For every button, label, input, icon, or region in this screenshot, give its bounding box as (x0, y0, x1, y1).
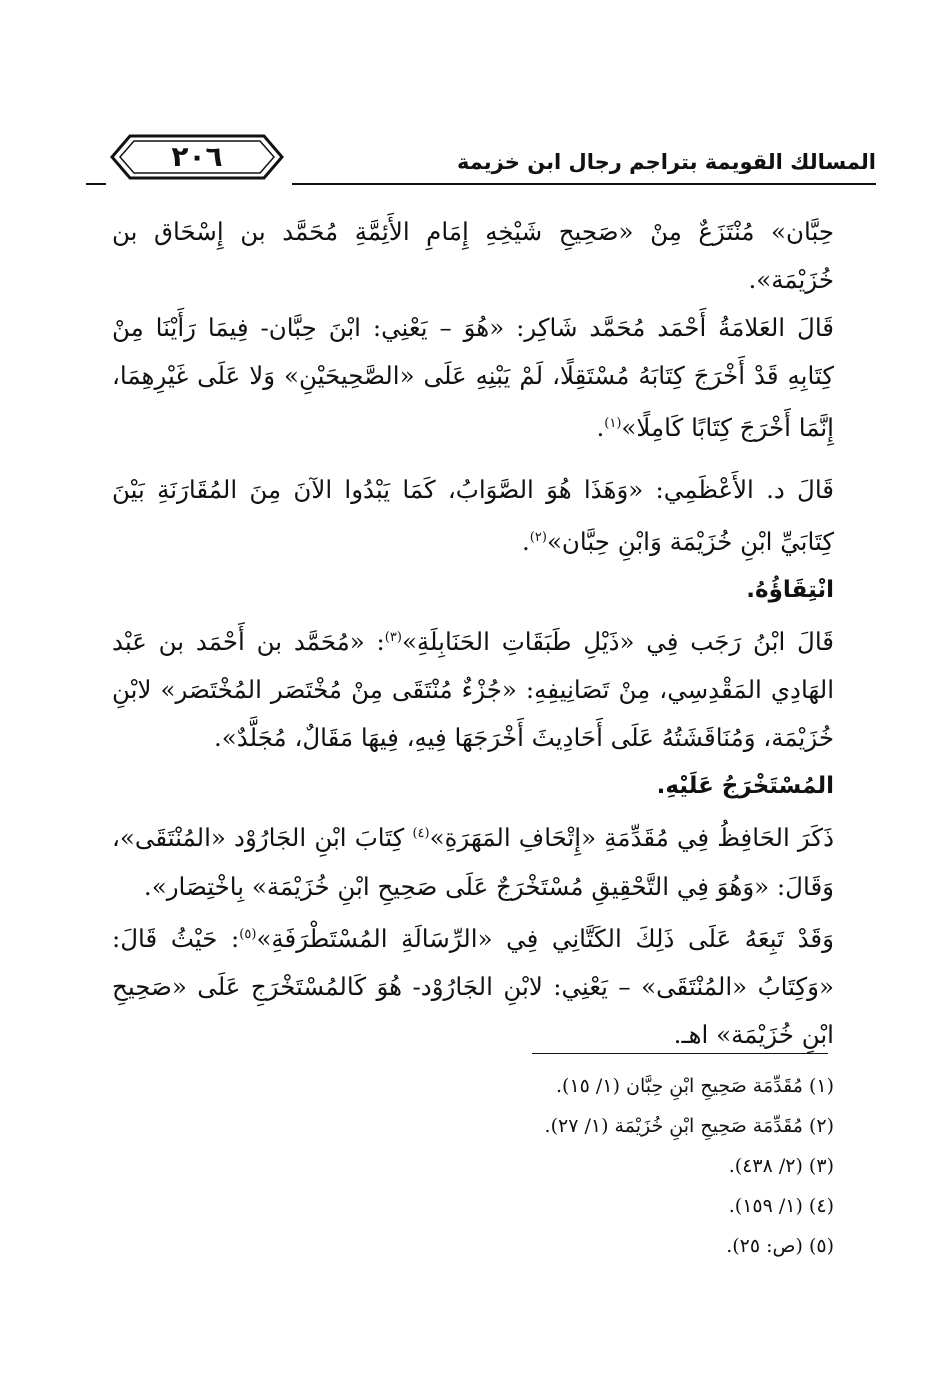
heading-intiqa: انْتِقَاؤُهُ. (746, 577, 834, 604)
running-title: المسالك القويمة بتراجم رجال ابن خزيمة (456, 150, 876, 174)
page-header (86, 128, 876, 190)
header-rule-right (292, 183, 876, 185)
footnote-5: (٥) (ص: ٢٥). (726, 1235, 834, 1257)
paragraph-3: قَالَ د. الأَعْظَمِي: «وَهَذَا هُوَ الصَّوَابُ، كَمَا يَبْدُوا الآنَ مِنَ المُقَارَنَةِ بَيْنَ كِتَابَيِّ ابْنِ خُزَيْمَة وَابْنِ حِبَّان»$^{(٢)}$. (112, 475, 834, 557)
page-number-ornament (102, 132, 292, 182)
paragraph-5: ذَكَرَ الحَافِظُ فِي مُقَدِّمَةِ «إِتْحَافِ المَهَرَةِ»$^{(٤)}$ كِتَابَ ابْنِ الجَارُوْد «المُنْتَقَى»، وَقَالَ: «وَهُوَ فِي التَّحْقِيقِ مُسْتَخْرَجٌ عَلَى صَحِيحِ ابْنِ خُزَيْمَة» بِاخْتِصَار». (112, 823, 835, 901)
footnote-2: (٢) مُقَدِّمَة صَحِيحِ ابْنِ خُزَيْمَة (١/ ٢٧). (544, 1115, 834, 1137)
footnote-ref-2: (٢) (529, 530, 547, 546)
paragraph-1: حِبَّان» مُنْتَزَعٌ مِنْ «صَحِيحِ شَيْخِهِ إِمَامِ الأَئِمَّةِ مُحَمَّد بن إِسْحَاق بن خُزَيْمَة». (112, 217, 834, 294)
footnote-ref-5: (٥) (239, 926, 257, 942)
paragraph-2: قَالَ العَلامَةُ أَحْمَد مُحَمَّد شَاكِر: «هُوَ – يَعْنِي: ابْنَ حِبَّان- فِيمَا رَأَيْنَا مِنْ كِتَابِهِ قَدْ أَخْرَجَ كِتَابَهُ مُسْتَقِلًا، لَمْ يَبْنِهِ عَلَى «الصَّحِيحَيْنِ» وَلا عَلَى غَيْرِهِمَا، إِنَّمَا أَخْرَجَ كِتَابًا كَامِلًا»$^{(١)}$. (112, 313, 834, 443)
footnote-ref-1: (١) (604, 416, 622, 431)
paragraph-6: وَقَدْ تَبِعَهُ عَلَى ذَلِكَ الكَتَّانِي فِي «الرِّسَالَةِ المُسْتَطْرَفَةِ»$^{(٥)}$: حَيْثُ قَالَ: «وَكِتَابُ «المُنْتَقَى» – يَعْنِي: لابْنِ الجَارُوْد- هُوَ كَالمُسْتَخْرَجِ عَلَى «صَحِيحِ ابْنِ خُزَيْمَة» اهـ. (112, 923, 834, 1049)
body-text (112, 208, 834, 1059)
footnotes (200, 1066, 834, 1266)
footnote-separator (532, 1053, 828, 1054)
footnote-4: (٤) (١/ ١٥٩). (728, 1195, 834, 1217)
heading-mustakhraj: المُسْتَخْرَجُ عَلَيْهِ. (656, 773, 834, 800)
footnote-ref-4: (٤) (412, 826, 430, 842)
paragraph-4: قَالَ ابْنُ رَجَب فِي «ذَيْلِ طَبَقَاتِ الحَنَابِلَةِ»$^{(٣)}$: «مُحَمَّد بن أَحْمَد بن عَبْد الهَادِي المَقْدِسِي، مِنْ تَصَانِيفِهِ: «جُزْءٌ مُنْتَقَى مِنْ مُخْتَصَر المُخْتَصَر» لابْنِ خُزَيْمَة، وَمُنَاقَشَتُهُ عَلَى أَحَادِيثَ أَخْرَجَهَا فِيهِ، فِيهَا مَقَالٌ، مُجَلَّدٌ». (112, 627, 835, 753)
footnote-1: (١) مُقَدِّمَة صَحِيحِ ابْنِ حِبَّان (١/ ١٥). (556, 1075, 834, 1097)
page-number: ٢٠٦ (171, 140, 223, 173)
footnote-ref-3: (٣) (384, 630, 402, 646)
header-rule-left (86, 183, 106, 185)
footnote-3: (٣) (٢/ ٤٣٨). (728, 1155, 834, 1177)
